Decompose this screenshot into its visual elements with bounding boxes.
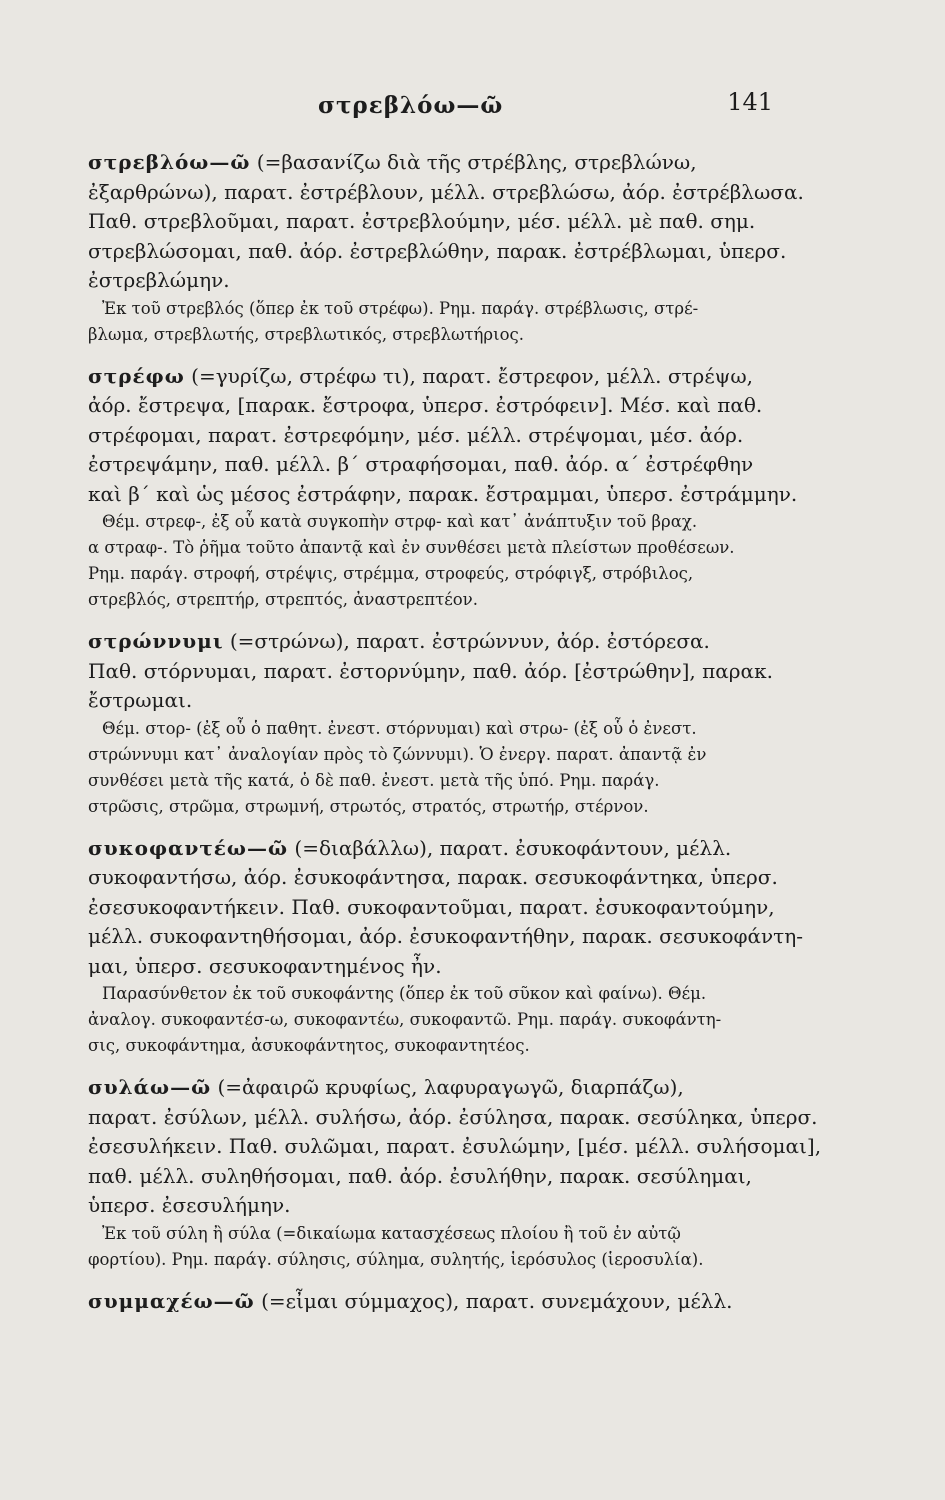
entry-note-line: α στραφ-. Τὸ ῥῆμα τοῦτο ἀπαντᾷ καὶ ἐν συνθέσει μετὰ πλείστων προθέσεων. — [88, 538, 735, 557]
headword: στρέφω — [88, 363, 185, 388]
entry-line-text: (=ἀφαιρῶ κρυφίως, λαφυραγωγῶ, διαρπάζω), — [217, 1075, 684, 1099]
entry-note-line: συνθέσει μετὰ τῆς κατά, ὁ δὲ παθ. ἐνεστ. μετὰ τῆς ὑπό. Ρημ. παράγ. — [88, 770, 660, 790]
entry-note-line: Θέμ. στρεφ-, ἐξ οὗ κατὰ συγκοπὴν στρφ- καὶ κατ᾽ ἀνάπτυξιν τοῦ βραχ. — [102, 512, 698, 531]
entry-line-text: (=βασανίζω διὰ τῆς στρέβλης, στρεβλώνω, — [256, 150, 697, 174]
entry-note-line: Ἐκ τοῦ σύλη ἢ σύλα (=δικαίωμα κατασχέσεως πλοίου ἢ τοῦ ἐν αὐτῷ — [102, 1223, 681, 1243]
entry-first-line — [88, 362, 828, 392]
page-header — [0, 88, 945, 132]
entry-note-line: φορτίου). Ρημ. παράγ. σύλησις, σύλημα, συλητής, ἱερόσυλος (ἱεροσυλία). — [88, 1249, 704, 1269]
entry-line: ἐσεσυκοφαντήκειν. Παθ. συκοφαντοῦμαι, παρατ. ἐσυκοφαντούμην, — [88, 894, 775, 919]
dictionary-entry — [88, 362, 828, 614]
entry-line-text: (=διαβάλλω), παρατ. ἐσυκοφάντουν, μέλλ. — [294, 835, 732, 860]
entry-line: ἐσεσυλήκειν. Παθ. συλῶμαι, παρατ. ἐσυλώμην, [μέσ. μέλλ. συλήσομαι], — [88, 1134, 822, 1158]
headword: συλάω—ῶ — [88, 1075, 212, 1099]
entry-note-line: σις, συκοφάντημα, ἀσυκοφάντητος, συκοφαντητέος. — [88, 1036, 530, 1055]
entry-line: Παθ. στρεβλοῦμαι, παρατ. ἐστρεβλούμην, μέσ. μέλλ. μὲ παθ. σημ. — [88, 209, 756, 233]
entry-line-text: (=στρώνω), παρατ. ἐστρώννυν, ἀόρ. ἐστόρεσα. — [229, 629, 710, 653]
headword: συκοφαντέω—ῶ — [88, 835, 289, 860]
dictionary-body — [88, 148, 828, 1330]
entry-line: μαι, ὑπερσ. σεσυκοφαντημένος ἦν. — [88, 953, 442, 978]
entry-line: Παθ. στόρνυμαι, παρατ. ἐστορνύμην, παθ. ἀόρ. [ἐστρώθην], παρακ. — [88, 658, 773, 683]
entry-line-text: (=γυρίζω, στρέφω τι), παρατ. ἔστρεφον, μέλλ. στρέψω, — [191, 363, 754, 388]
entry-line: ἐστρεψάμην, παθ. μέλλ. β΄ στραφήσομαι, παθ. ἀόρ. α΄ ἐστρέφθην — [88, 452, 754, 476]
dictionary-entry — [88, 834, 828, 1060]
page-number: 141 — [727, 88, 773, 116]
entry-line: στρεβλώσομαι, παθ. ἀόρ. ἐστρεβλώθην, παρακ. ἐστρέβλωμαι, ὑπερσ. — [88, 238, 787, 263]
entry-line: συκοφαντήσω, ἀόρ. ἐσυκοφάντησα, παρακ. σεσυκοφάντηκα, ὑπερσ. — [88, 865, 778, 889]
entry-note-line: Παρασύνθετον ἐκ τοῦ συκοφάντης (ὅπερ ἐκ τοῦ σῦκον καὶ φαίνω). Θέμ. — [102, 984, 707, 1003]
running-head: στρεβλόω—ῶ — [318, 92, 504, 119]
entry-first-line — [88, 834, 828, 864]
entry-line: ἀόρ. ἔστρεψα, [παρακ. ἔστροφα, ὑπερσ. ἐστρόφειν]. Μέσ. καὶ παθ. — [88, 393, 763, 417]
entry-line-text: (=εἶμαι σύμμαχος), παρατ. συνεμάχουν, μέλλ. — [261, 1288, 733, 1313]
entry-note-line: ἀναλογ. συκοφαντέσ-ω, συκοφαντέω, συκοφαντῶ. Ρημ. παράγ. συκοφάντη- — [88, 1010, 722, 1029]
dictionary-entry — [88, 627, 828, 820]
entry-note-line: βλωμα, στρεβλωτής, στρεβλωτικός, στρεβλωτήριος. — [88, 324, 525, 344]
headword: στρεβλόω—ῶ — [88, 150, 251, 174]
entry-line: παθ. μέλλ. συληθήσομαι, παθ. ἀόρ. ἐσυλήθην, παρακ. σεσύλημαι, — [88, 1163, 752, 1188]
entry-first-line — [88, 627, 828, 657]
dictionary-entry — [88, 148, 828, 348]
entry-first-line — [88, 1287, 828, 1317]
entry-line: καὶ β΄ καὶ ὡς μέσος ἐστράφην, παρακ. ἔστραμμαι, ὑπερσ. ἐστράμμην. — [88, 481, 798, 506]
entry-line: ὑπερσ. ἐσεσυλήμην. — [88, 1193, 291, 1217]
dictionary-entry — [88, 1073, 828, 1273]
entry-line: στρέφομαι, παρατ. ἐστρεφόμην, μέσ. μέλλ. στρέψομαι, μέσ. ἀόρ. — [88, 422, 744, 447]
headword: συμμαχέω—ῶ — [88, 1288, 255, 1313]
entry-line: ἐστρεβλώμην. — [88, 268, 230, 292]
headword: στρώννυμι — [88, 629, 224, 653]
entry-line: ἔστρωμαι. — [88, 688, 193, 712]
entry-first-line — [88, 1073, 828, 1103]
entry-note-line: στρῶσις, στρῶμα, στρωμνή, στρωτός, στρατός, στρωτήρ, στέρνον. — [88, 796, 649, 816]
entry-note-line: στρεβλός, στρεπτήρ, στρεπτός, ἀναστρεπτέον. — [88, 590, 478, 609]
entry-note-line: Ρημ. παράγ. στροφή, στρέψις, στρέμμα, στροφεύς, στρόφιγξ, στρόβιλος, — [88, 564, 694, 583]
entry-note-line: Ἐκ τοῦ στρεβλός (ὅπερ ἐκ τοῦ στρέφω). Ρημ. παράγ. στρέβλωσις, στρέ- — [102, 298, 699, 318]
entry-note-line: στρώννυμι κατ᾽ ἀναλογίαν πρὸς τὸ ζώννυμι). Ὁ ἐνεργ. παρατ. ἀπαντᾷ ἐν — [88, 744, 707, 764]
entry-line: ἐξαρθρώνω), παρατ. ἐστρέβλουν, μέλλ. στρεβλώσω, ἀόρ. ἐστρέβλωσα. — [88, 179, 804, 204]
entry-line: παρατ. ἐσύλων, μέλλ. συλήσω, ἀόρ. ἐσύλησα, παρακ. σεσύληκα, ὑπερσ. — [88, 1104, 818, 1129]
entry-note-line: Θέμ. στορ- (ἐξ οὗ ὁ παθητ. ἐνεστ. στόρνυμαι) καὶ στρω- (ἐξ οὗ ὁ ἐνεστ. — [102, 718, 697, 738]
entry-first-line — [88, 148, 828, 178]
dictionary-entry — [88, 1287, 828, 1317]
entry-line: μέλλ. συκοφαντηθήσομαι, ἀόρ. ἐσυκοφαντήθην, παρακ. σεσυκοφάντη- — [88, 924, 803, 948]
